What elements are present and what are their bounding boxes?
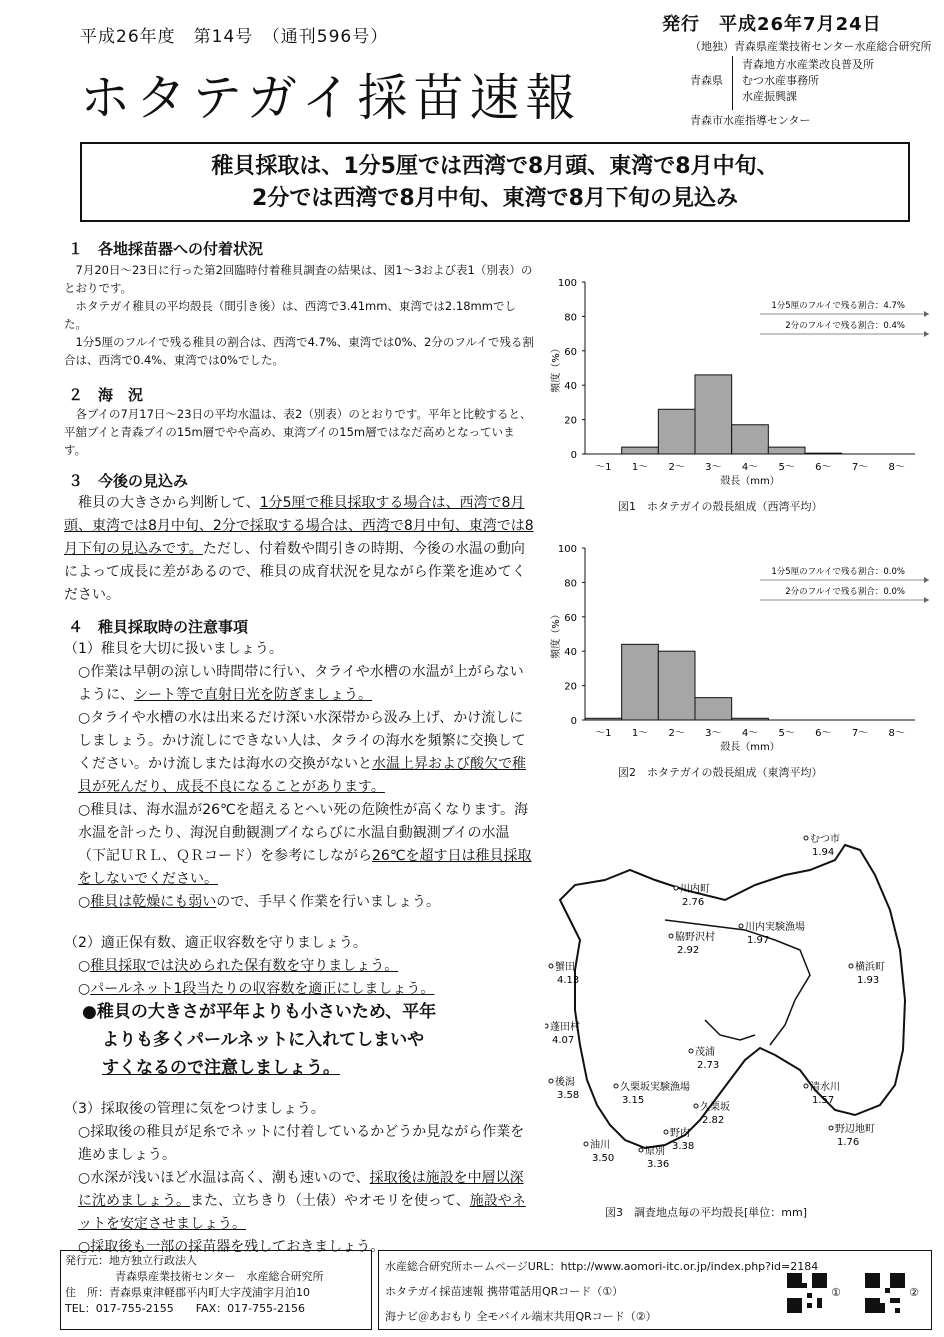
map-station-name: 清水川 — [810, 1082, 840, 1093]
map-station-value: 3.36 — [647, 1159, 670, 1170]
headline-box — [80, 142, 910, 222]
section1-heading: １ 各地採苗器への付着状況 — [68, 240, 264, 258]
bar — [768, 447, 805, 454]
footer-links — [378, 1250, 932, 1330]
sieve-annotation: 2分のフルイで残る割合：0.0% — [785, 587, 905, 597]
map-station-name: 脇野沢村 — [675, 932, 715, 943]
y-tick-label: 0 — [570, 450, 577, 461]
qr1-mark: ① — [831, 1286, 841, 1299]
homepage-url[interactable]: 水産総合研究所ホームページURL：http://www.aomori-itc.or.jp/index.php?id=2184 — [385, 1260, 819, 1273]
map-station-marker — [549, 964, 553, 968]
chart-west-bay — [540, 272, 940, 512]
y-axis-label: 頻度（%） — [551, 343, 562, 393]
publish-date: 発行 平成26年7月24日 — [662, 14, 882, 35]
annotation-arrow-head — [924, 331, 929, 337]
x-tick-label: 4～ — [741, 462, 759, 473]
chart1-caption: 図1 ホタテガイの殻長組成（西湾平均） — [618, 500, 823, 513]
pref-org: むつ水産事務所 — [742, 74, 819, 87]
sec4-sub2: （2）適正保有数、適正収容数を守りましょう。 — [64, 935, 367, 951]
x-axis-label: 殻長（mm） — [720, 742, 780, 753]
map-station-marker — [549, 1079, 553, 1083]
x-tick-label: 2～ — [668, 728, 685, 739]
map-station-marker — [739, 924, 743, 928]
bar — [658, 409, 695, 454]
y-tick-label: 80 — [564, 312, 577, 324]
map-station-value: 2.73 — [697, 1060, 720, 1071]
map-station-name: 久栗坂 — [700, 1102, 730, 1113]
map-station-name: 川内町 — [680, 884, 710, 895]
map-station-name: 野辺地町 — [835, 1124, 875, 1135]
coastline — [560, 845, 905, 1148]
warning-line2: よりも多くパールネットに入れてしまいや — [102, 1030, 425, 1050]
sec4-bullet2: ○タライや水槽の水は出来るだけ深い水深帯から汲み上げ、かけ流しにしましょう。かけ流しにできない人は、タライの海水を頻繁に交換してください。かけ流しまたは海水の交換がないと水温上昇および酸欠で稚貝が死んだり、成長不良になることがあります。 — [78, 710, 526, 795]
inner-coast — [705, 1020, 755, 1040]
org-main: （地独）青森県産業技術センター水産総合研究所 — [690, 40, 932, 53]
chart-east-bay — [540, 538, 940, 778]
y-tick-label: 80 — [564, 578, 577, 590]
sec4-sub2-bullet2: ○パールネット1段当たりの収容数を適正にしましょう。 — [78, 981, 435, 997]
section4-part2 — [64, 932, 534, 1001]
map-station-name: 横浜町 — [855, 962, 885, 973]
qr-code-1[interactable] — [787, 1273, 827, 1313]
sec4-sub3-bullet1: ○採取後の稚貝が足糸でネットに付着しているかどうか見ながら作業を進めましょう。 — [78, 1124, 525, 1163]
section2-heading: ２ 海 況 — [68, 386, 144, 404]
sieve-annotation: 1分5厘のフルイで残る割合：0.0% — [771, 567, 905, 577]
x-axis-label: 殻長（mm） — [720, 476, 780, 487]
chart2-caption: 図2 ホタテガイの殻長組成（東湾平均） — [618, 766, 823, 779]
map-station-name: 蓬田村 — [550, 1022, 580, 1033]
map-station-marker — [664, 1130, 668, 1134]
sieve-annotation: 1分5厘のフルイで残る割合：4.7% — [771, 301, 905, 311]
sec4-sub3-bullet2: ○水深が浅いほど水温は高く、潮も速いので、採取後は施設を中層以深に沈めましょう。また、立ちきり（土俵）やオモリを使って、施設やネットを安定させましょう。 — [78, 1170, 526, 1232]
bar — [805, 453, 842, 454]
section4-part3 — [64, 1098, 534, 1259]
section4-heading: ４ 稚貝採取時の注意事項 — [68, 618, 249, 636]
headline-line1: 稚貝採取は、1分5厘では西湾で8月頭、東湾で8月中旬、 — [211, 154, 779, 179]
qr2-mark: ② — [909, 1286, 919, 1299]
sec4-sub3: （3）採取後の管理に気をつけましょう。 — [64, 1101, 325, 1117]
sec4-bullet4: ○稚貝は乾燥にも弱いので、手早く作業を行いましょう。 — [78, 894, 440, 910]
map-station-value: 2.76 — [682, 897, 705, 908]
y-tick-label: 20 — [564, 681, 577, 693]
y-tick-label: 100 — [557, 278, 577, 289]
map-station-value: 3.50 — [592, 1153, 615, 1164]
x-tick-label: 6～ — [815, 728, 832, 739]
map-station-marker — [669, 934, 673, 938]
y-tick-label: 60 — [564, 612, 577, 624]
map-station-marker — [584, 1142, 588, 1146]
x-tick-label: 8～ — [888, 728, 905, 739]
map-station-marker — [804, 836, 808, 840]
y-tick-label: 40 — [564, 647, 577, 659]
bar — [695, 698, 732, 720]
y-tick-label: 60 — [564, 346, 577, 358]
map-station-value: 1.57 — [812, 1095, 835, 1106]
y-axis-label: 頻度（%） — [551, 609, 562, 659]
x-tick-label: 8～ — [888, 462, 905, 473]
x-tick-label: 1～ — [631, 462, 649, 473]
map-station-marker — [545, 1024, 548, 1028]
pref-org-list — [742, 57, 874, 105]
x-tick-label: 7～ — [851, 462, 869, 473]
x-tick-label: 1～ — [631, 728, 649, 739]
sec4-sub3-bullet3: ○採取後も一部の採苗器を残しておきましょう。 — [78, 1239, 385, 1255]
bay-map — [545, 830, 925, 1195]
sec4-sub2-bullet1: ○稚貝採取では決められた保有数を守りましょう。 — [78, 958, 399, 974]
bar — [658, 651, 695, 720]
qr1-text: ホタテガイ採苗速報 携帯電話用QRコード（①） — [385, 1285, 624, 1298]
issue-number: 平成26年度 第14号 （通刊596号） — [80, 27, 389, 47]
map-station-value: 1.93 — [857, 975, 880, 986]
map-station-name: 原別 — [645, 1146, 665, 1157]
pref-org: 水産振興課 — [742, 90, 797, 103]
map-station-marker — [829, 1126, 833, 1130]
brace-line — [732, 56, 739, 110]
footer-publisher: 発行元：地方独立行政法人 青森県産業技術センター 水産総合研究所 住 所：青森県東津軽郡平内町大字茂浦字月泊10 TEL：017-755-2155 FAX：017-755-2156 — [60, 1250, 372, 1330]
section1-p3: 1分5厘のフルイで残る稚貝の割合は、西湾で4.7%、東湾では0%、2分のフルイで残る割合は、西湾で0.4%、東湾では0%でした。 — [64, 335, 534, 367]
bar — [622, 644, 659, 720]
x-tick-label: ～1 — [595, 462, 612, 473]
y-tick-label: 100 — [557, 544, 577, 555]
section4-part1 — [64, 638, 534, 914]
map-station-value: 2.82 — [702, 1115, 725, 1126]
section2-p1: 各ブイの7月17日～23日の平均水温は、表2（別表）のとおりです。平年と比較すると、平舘ブイと青森ブイの15m層でやや高め、東湾ブイの15m層ではなだ高めとなっています。 — [64, 407, 532, 457]
map-station-name: 川内実験漁場 — [745, 922, 805, 933]
warning-line1: ●稚貝の大きさが平年よりも小さいため、平年 — [82, 1002, 437, 1022]
map-station-value: 4.13 — [557, 975, 580, 986]
map-station-name: 後潟 — [555, 1077, 575, 1088]
section1-body — [64, 261, 534, 369]
map-caption: 図3 調査地点毎の平均殻長[単位：mm] — [605, 1206, 808, 1219]
map-station-marker — [689, 1049, 693, 1053]
map-station-value: 4.07 — [552, 1035, 575, 1046]
y-tick-label: 0 — [570, 716, 577, 727]
map-station-value: 3.38 — [672, 1141, 695, 1152]
map-station-value: 3.15 — [622, 1095, 645, 1106]
annotation-arrow-head — [924, 577, 929, 583]
x-tick-label: ～1 — [595, 728, 612, 739]
map-station-name: 茂浦 — [695, 1047, 715, 1058]
annotation-arrow-head — [924, 311, 929, 317]
map-station-name: 蟹田 — [555, 962, 575, 973]
map-station-value: 2.92 — [677, 945, 700, 956]
map-station-marker — [849, 964, 853, 968]
x-tick-label: 2～ — [668, 462, 685, 473]
sieve-annotation: 2分のフルイで残る割合：0.4% — [785, 321, 905, 331]
bar — [732, 718, 769, 720]
map-station-marker — [674, 886, 678, 890]
sec4-bullet3: ○稚貝は、海水温が26℃を超えるとへい死の危険性が高くなります。海水温を計ったり、海況自動観測ブイならびに水温自動観測ブイの水温（下記ＵＲＬ、ＱＲコード）を参考にしながら26℃を超す日は稚貝採取をしないでください。 — [78, 802, 532, 887]
map-station-value: 1.76 — [837, 1137, 860, 1148]
bar — [585, 718, 622, 720]
qr2-text: 海ナビ＠あおもり 全モバイル端末共用QRコード（②） — [385, 1310, 657, 1323]
page-title: ホタテガイ採苗速報 — [80, 69, 582, 127]
section1-p2: ホタテガイ稚貝の平均殻長（間引き後）は、西湾で3.41mm、東湾では2.18mmでした。 — [64, 299, 516, 331]
pref-label: 青森県 — [690, 74, 723, 87]
section1-p1: 7月20日～23日に行った第2回臨時付着稚貝調査の結果は、図1～3および表1（別表）のとおりです。 — [64, 263, 533, 295]
map-station-name: むつ市 — [810, 834, 840, 845]
sec4-bullet1: ○作業は早朝の涼しい時間帯に行い、タライや水槽の水温が上がらないように、シート等で直射日光を防ぎましょう。 — [78, 664, 524, 703]
x-tick-label: 6～ — [815, 462, 832, 473]
map-station-name: 野内 — [670, 1128, 690, 1139]
map-station-marker — [614, 1084, 618, 1088]
x-tick-label: 4～ — [741, 728, 759, 739]
y-tick-label: 40 — [564, 381, 577, 393]
x-tick-label: 5～ — [778, 728, 795, 739]
sec4-sub1: （1）稚貝を大切に扱いましょう。 — [64, 641, 283, 657]
map-station-name: 油川 — [590, 1140, 610, 1151]
x-tick-label: 5～ — [778, 462, 795, 473]
x-tick-label: 3～ — [705, 462, 722, 473]
pref-org: 青森地方水産業改良普及所 — [742, 58, 874, 71]
section3-p1a: 稚貝の大きさから判断して、 — [78, 495, 260, 511]
map-station-value: 3.58 — [557, 1090, 580, 1101]
map-station-marker — [804, 1084, 808, 1088]
city-org: 青森市水産指導センター — [690, 114, 811, 127]
section3-p1b: 1分5厘で稚貝採取する場合は、西湾で8月頭、東湾では8月中旬、2分で採取する場合は、西湾で8月中旬、東湾では8月下旬の見込みです。 — [64, 495, 534, 557]
map-station-value: 1.94 — [812, 847, 835, 858]
map-station-marker — [639, 1148, 643, 1152]
warning-box — [82, 998, 542, 1082]
map-labels — [545, 832, 885, 1170]
section3-heading: ３ 今後の見込み — [68, 472, 189, 490]
map-station-marker — [694, 1104, 698, 1108]
warning-line3: すくなるので注意しましょう。 — [102, 1058, 340, 1078]
bar — [695, 375, 732, 454]
section3-p1c: ただし、付着数や間引きの時期、今後の水温の動向によって成長に差があるので、稚貝の成育状況を見ながら作業を進めてください。 — [64, 541, 526, 603]
x-tick-label: 7～ — [851, 728, 869, 739]
map-station-name: 久栗坂実験漁場 — [620, 1082, 690, 1093]
section3-body — [64, 492, 534, 607]
bar — [622, 447, 659, 454]
qr-code-2[interactable] — [865, 1273, 905, 1313]
x-tick-label: 3～ — [705, 728, 722, 739]
y-tick-label: 20 — [564, 415, 577, 427]
headline-line2: 2分では西湾で8月中旬、東湾で8月下旬の見込み — [252, 186, 738, 211]
bar — [732, 425, 769, 454]
annotation-arrow-head — [924, 597, 929, 603]
map-station-value: 1.97 — [747, 935, 770, 946]
